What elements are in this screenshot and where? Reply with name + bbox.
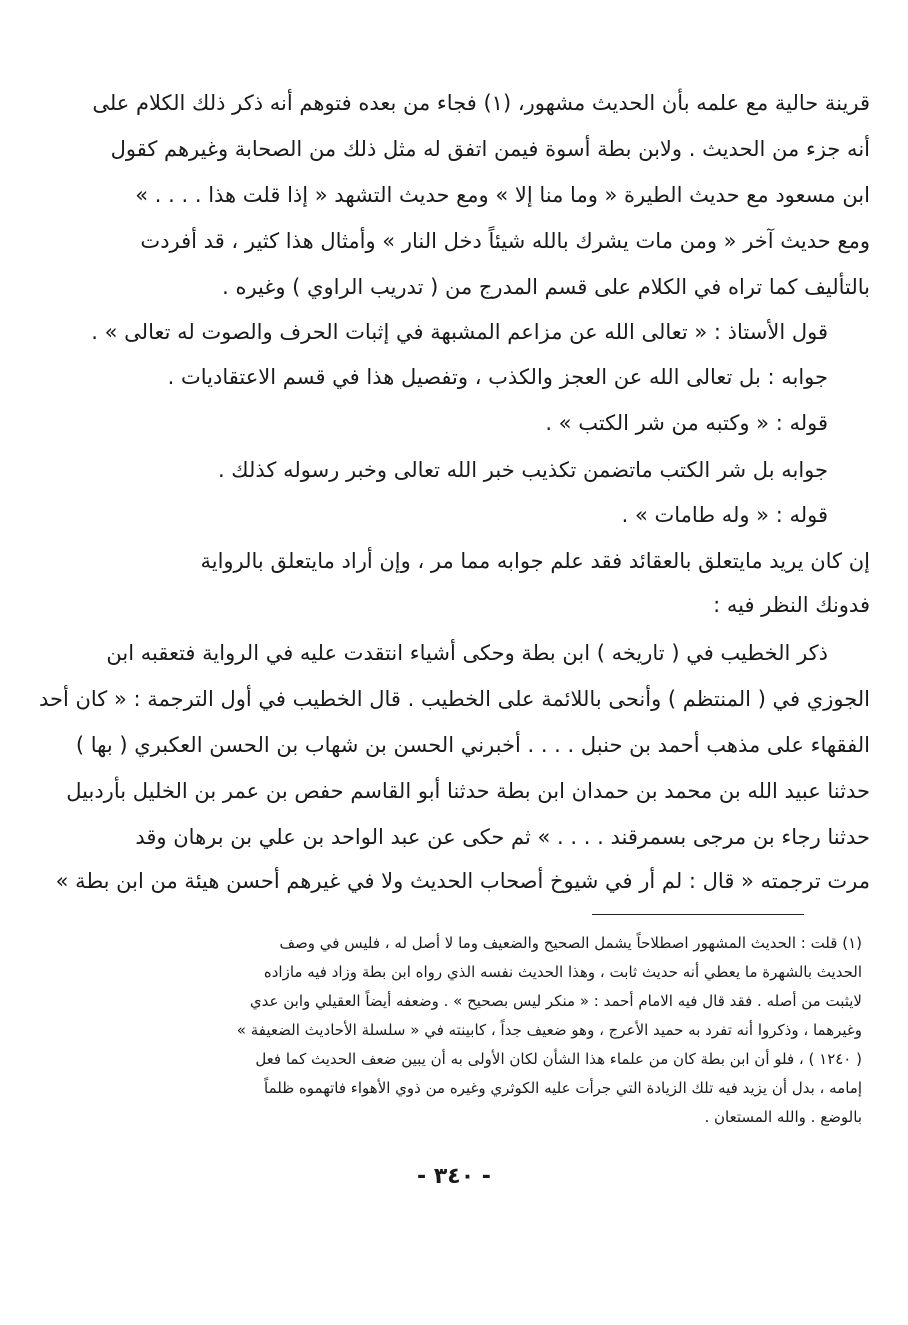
body-line-18: مرت ترجمته « قال : لم أر في شيوخ أصحاب الحديث ولا في غيرهم أحسن هيئة من ابن بطة » [55,869,870,893]
footnote-line-1: (١) قلت : الحديث المشهور اصطلاحاً يشمل الصحيح والضعيف وما لا أصل له ، فليس في وصف [279,934,862,952]
body-line-1: قرينة حالية مع علمه بأن الحديث مشهور، (١) فجاء من بعده فتوهم أنه ذكر ذلك الكلام على [92,91,870,115]
body-line-4: ومع حديث آخر « ومن مات يشرك بالله شيئاً دخل النار » وأمثال هذا كثير ، قد أفردت [140,229,870,253]
body-line-6: قول الأستاذ : « تعالى الله عن مزاعم المشبهة في إثبات الحرف والصوت له تعالى » . [91,320,828,344]
footnote-line-4: وغيرهما ، وذكروا أنه تفرد به حميد الأعرج ، وهو ضعيف جداً ، كابينته في « سلسلة الأحاديث الضعيفة » [236,1021,862,1039]
body-line-12: فدونك النظر فيه : [713,593,870,617]
footnote-line-7: بالوضع . والله المستعان . [704,1108,862,1126]
footnote-line-6: إمامه ، بدل أن يزيد فيه تلك الزيادة التي جرأت عليه الكوثري وغيره من ذوي الأهواء فاتهموه ظلماً [264,1079,862,1097]
body-line-14: الجوزي في ( المنتظم ) وأنحى باللائمة على الخطيب . قال الخطيب في أول الترجمة : « كان أحد [38,687,870,711]
body-line-15: الفقهاء على مذهب أحمد بن حنبل . . . . أخبرني الحسن بن شهاب بن الحسن العكبري ( بها ) [75,733,870,757]
body-line-8: قوله : « وكتبه من شر الكتب » . [545,411,828,435]
footnote-line-3: لايثبت من أصله . فقد قال فيه الامام أحمد : « منكر ليس بصحيح » . وضعفه أيضاً العقيلي وابن عدي [249,992,862,1010]
body-line-2: أنه جزء من الحديث . ولابن بطة أسوة فيمن اتفق له مثل ذلك من الصحابة وغيرهم كقول [110,137,870,161]
body-line-17: حدثنا رجاء بن مرجى بسمرقند . . . . » ثم حكى عن عبد الواحد بن علي بن برهان وقد [135,825,870,849]
body-line-16: حدثنا عبيد الله بن محمد بن حمدان ابن بطة حدثنا أبو القاسم حفص بن عمر بن الخليل بأردبيل [66,779,870,803]
body-line-5: بالتأليف كما تراه في الكلام على قسم المدرج من ( تدريب الراوي ) وغيره . [222,275,870,299]
body-line-7: جوابه : بل تعالى الله عن العجز والكذب ، وتفصيل هذا في قسم الاعتقاديات . [167,365,828,389]
body-line-10: قوله : « وله طامات » . [621,503,828,527]
footnote-line-5: ( ١٢٤٠ ) ، فلو أن ابن بطة كان من علماء هذا الشأن لكان الأولى به أن يبين ضعف الحديث كما فعل [255,1050,862,1068]
body-line-11: إن كان يريد مايتعلق بالعقائد فقد علم جوابه مما مر ، وإن أراد مايتعلق بالرواية [200,549,870,573]
page-number: - ٣٤٠ - [417,1164,491,1189]
body-line-3: ابن مسعود مع حديث الطيرة « وما منا إلا » ومع حديث التشهد « إذا قلت هذا . . . . » [135,183,870,207]
body-line-13: ذكر الخطيب في ( تاريخه ) ابن بطة وحكى أشياء انتقدت عليه في الرواية فتعقبه ابن [106,641,828,665]
footnote-separator [592,914,804,915]
body-line-9: جوابه بل شر الكتب ماتضمن تكذيب خبر الله تعالى وخبر رسوله كذلك . [217,458,828,482]
footnote-line-2: الحديث بالشهرة ما يعطي أنه حديث ثابت ، وهذا الحديث نفسه الذي رواه ابن بطة وزاد فيه مازاده [263,963,862,981]
